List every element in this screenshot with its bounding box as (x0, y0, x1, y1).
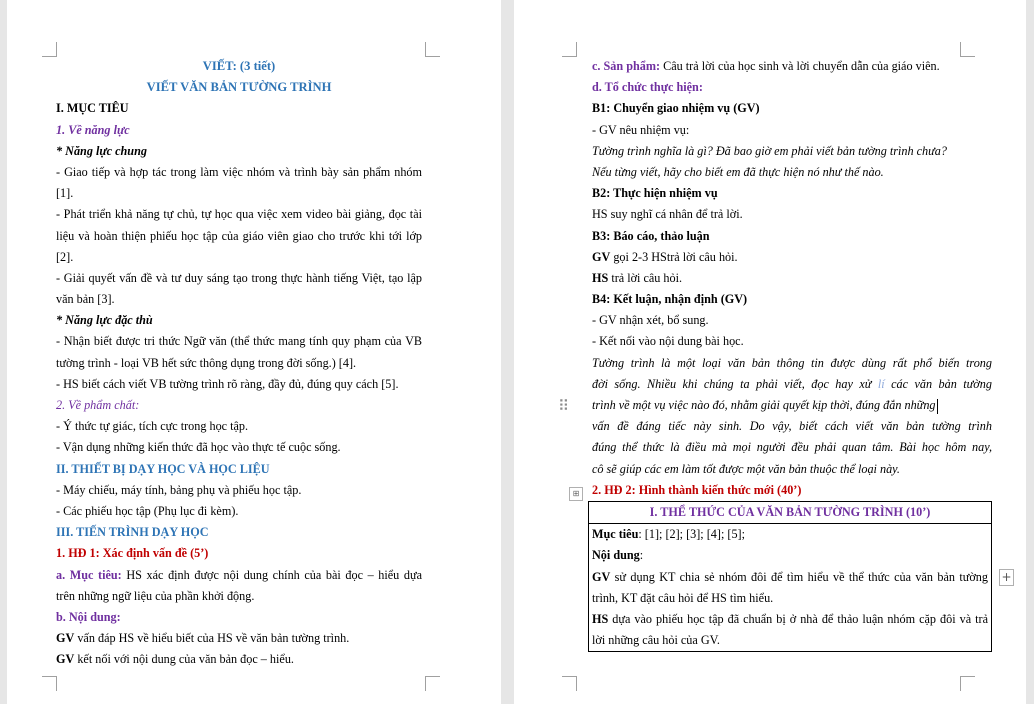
paragraph-line (592, 247, 992, 268)
paragraph-text: trả lời câu hỏi. (608, 270, 683, 285)
paragraph-line (592, 545, 988, 566)
objective-text: : [1]; [2]; [3]; [4]; [5]; (638, 527, 745, 542)
subheading-qualities: 2. Về phẩm chất: (56, 398, 140, 412)
doc-title-line2: VIẾT VĂN BẢN TƯỜNG TRÌNH (146, 80, 332, 95)
paragraph-line (592, 56, 992, 77)
crop-mark (42, 42, 57, 57)
paragraph-line (592, 609, 988, 630)
italic-paragraph-line: Tường trình là một loại văn bản thông tin được dùng rất phổ biến trong (592, 355, 992, 370)
paragraph-line: trình, KT đặt câu hỏi để HS tìm hiểu. (592, 590, 774, 605)
section-heading-equipment: II. THIẾT BỊ DẠY HỌC VÀ HỌC LIỆU (56, 461, 270, 476)
paragraph-line: - GV nhận xét, bổ sung. (592, 313, 709, 328)
paragraph-text: gọi 2-3 HStrả lời câu hỏi. (610, 249, 738, 264)
paragraph-line (56, 628, 422, 649)
gv-label: GV (56, 652, 75, 667)
paragraph-line: - HS biết cách viết VB tường trình rõ ràng, đầy đủ, đúng quy cách [5]. (56, 376, 399, 391)
step-heading-b4: B4: Kết luận, nhận định (GV) (592, 292, 748, 307)
table-header-cell[interactable]: I. THỂ THỨC CỦA VĂN BẢN TƯỜNG TRÌNH (10’) (589, 501, 992, 523)
italic-paragraph-line (592, 395, 992, 416)
italic-paragraph-line (592, 374, 992, 395)
objective-text: HS xác định được nội dung chính của bài đọc – hiểu dựa (121, 567, 422, 582)
paragraph-line: - Kết nối vào nội dung bài học. (592, 334, 744, 349)
question-line: Tường trình nghĩa là gì? Đã bao giờ em phải viết bản tường trình chưa? (592, 143, 947, 158)
hs-label: HS (592, 611, 609, 626)
paragraph-line (592, 524, 988, 545)
paragraph-line: tường trình - loại VB hết sức thông dụng trong đời sống.) [4]. (56, 355, 357, 370)
paragraph-line: HS suy nghĩ cá nhân để trả lời. (592, 207, 743, 222)
content-label: b. Nội dung: (56, 609, 121, 624)
content-colon: : (639, 548, 644, 563)
step-heading-b3: B3: Báo cáo, thảo luận (592, 228, 710, 243)
paragraph-line: - GV nêu nhiệm vụ: (592, 122, 690, 137)
paragraph-line (56, 565, 422, 586)
crop-mark (425, 676, 440, 691)
italic-paragraph-line: cô sẽ giúp các em làm tốt được một văn bản thuộc thể loại này. (592, 461, 900, 476)
activity-heading-1: 1. HĐ 1: Xác định vấn đề (5’) (56, 546, 209, 561)
paragraph-line: - Ý thức tự giác, tích cực trong học tập. (56, 419, 249, 434)
italic-paragraph-line: đúng thể thức là điều mà mọi người đều phải quan tâm. Bài học hôm nay, (592, 440, 992, 455)
general-competence-label: * Năng lực chung (56, 143, 147, 158)
activity-heading-2: 2. HĐ 2: Hình thành kiến thức mới (40’) (592, 482, 802, 497)
crop-mark (425, 42, 440, 57)
paragraph-line: - Giải quyết vấn đề và tư duy sáng tạo trong thực hành tiếng Việt, tạo lập (56, 270, 422, 285)
objective-label: a. Mục tiêu: (56, 567, 122, 582)
paragraph-line: - Phát triển khả năng tự chủ, tự học qua việc xem video bài giảng, đọc tài (56, 207, 422, 222)
italic-paragraph-line: vấn đề đáng tiếc này sinh. Do vậy, biết cách viết văn bản tường trình (592, 419, 992, 434)
objective-label: Mục tiêu (592, 527, 639, 542)
step-heading-b2: B2: Thực hiện nhiệm vụ (592, 186, 718, 201)
italic-text: đời sống. Nhiều khi chúng ta phải viết, đọc hay xử (592, 376, 878, 391)
table-move-handle-icon[interactable]: ⊞ (569, 487, 583, 501)
section-heading-objectives: I. MỤC TIÊU (56, 101, 129, 116)
lesson-table[interactable] (588, 501, 992, 652)
italic-text: trình về một vụ việc nào đó, nhằm giải quyết kịp thời, đúng đắn những (592, 398, 936, 412)
crop-mark (562, 42, 577, 57)
paragraph-line: - Vận dụng những kiến thức đã học vào thực tế cuộc sống. (56, 440, 341, 455)
gv-label: GV (56, 631, 75, 646)
paragraph-line: - Nhận biết được tri thức Ngữ văn (thể thức mang tính quy phạm của VB (56, 334, 422, 349)
paragraph-line: liệu và hoàn thiện phiếu học tập của giáo viên giao cho trước khi tới lớp (56, 228, 422, 243)
question-line: Nếu từng viết, hãy cho biết em đã thực hiện nó như thế nào. (592, 164, 884, 179)
specific-competence-label: * Năng lực đặc thù (56, 313, 153, 328)
product-text: Câu trả lời của học sinh và lời chuyển dẫn của giáo viên. (660, 59, 940, 73)
gv-label: GV (592, 569, 611, 584)
add-column-button[interactable]: + (999, 569, 1014, 586)
crop-mark (960, 42, 975, 57)
page-text-body[interactable] (592, 56, 992, 652)
paragraph-line (56, 649, 422, 670)
page-text-body[interactable] (56, 56, 422, 670)
document-page-left[interactable] (7, 0, 501, 704)
paragraph-line: - Máy chiếu, máy tính, bảng phụ và phiếu học tập. (56, 482, 302, 497)
paragraph-text: sử dụng KT chia sẻ nhóm đôi để tìm hiểu về thể thức của văn bản tường (610, 569, 988, 584)
crop-mark (960, 676, 975, 691)
section-heading-process: III. TIẾN TRÌNH DẠY HỌC (56, 525, 209, 540)
paragraph-line: [1]. (56, 186, 74, 201)
paragraph-line: - Giao tiếp và hợp tác trong làm việc nhóm và trình bày sản phẩm nhóm (56, 164, 422, 179)
italic-text-highlight: lí (877, 376, 885, 391)
crop-mark (562, 676, 577, 691)
paragraph-line: - Các phiếu học tập (Phụ lục đi kèm). (56, 503, 239, 518)
content-label: Nội dung (592, 548, 640, 563)
paragraph-line: lời những câu hỏi của GV. (592, 633, 720, 648)
paragraph-line (592, 268, 992, 289)
crop-mark (42, 676, 57, 691)
italic-text: các văn bản tường (884, 376, 992, 391)
organization-label: d. Tổ chức thực hiện: (592, 80, 703, 95)
step-heading-b1: B1: Chuyển giao nhiệm vụ (GV) (592, 101, 760, 116)
paragraph-text: dựa vào phiếu học tập đã chuẩn bị ở nhà để thảo luận nhóm cặp đôi và trả (608, 611, 988, 626)
product-label: c. Sản phẩm: (592, 59, 661, 73)
paragraph-line: trên những ngữ liệu của phần khởi động. (56, 588, 255, 603)
text-cursor (937, 399, 938, 414)
gv-label: GV (592, 249, 611, 264)
table-cell-content[interactable] (589, 524, 992, 652)
document-page-right[interactable] (514, 0, 1026, 704)
paragraph-line: văn bản [3]. (56, 292, 115, 307)
content-text: vấn đáp HS về hiểu biết của HS về văn bản tường trình. (74, 631, 350, 646)
drag-grip-icon[interactable]: ⠿ (558, 397, 569, 415)
subheading-competence: 1. Về năng lực (56, 122, 130, 137)
paragraph-line (592, 567, 988, 588)
paragraph-line: [2]. (56, 249, 74, 264)
content-text: kết nối với nội dung của văn bản đọc – hiểu. (74, 652, 294, 667)
hs-label: HS (592, 270, 609, 285)
doc-title-line1: VIẾT: (3 tiết) (202, 59, 276, 73)
